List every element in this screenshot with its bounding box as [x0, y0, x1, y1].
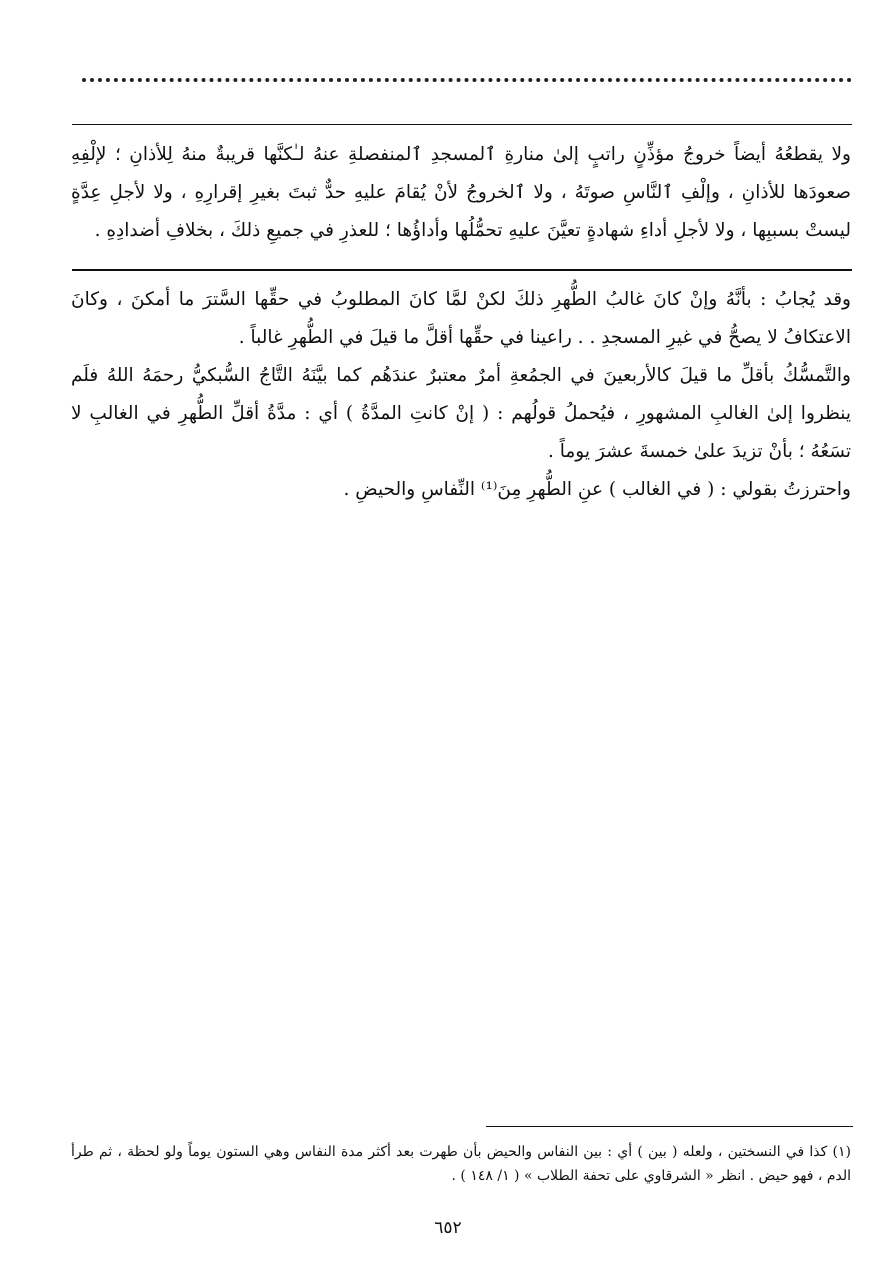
- section-rule: [72, 269, 852, 271]
- top-rule: [72, 124, 852, 125]
- footnote-rule: [486, 1126, 853, 1127]
- dotted-separator: [82, 78, 852, 92]
- main-paragraph-3: واحترزتُ بقولي : ( في الغالب ) عنِ الطُّهرِ مِنَ⁽¹⁾ النِّفاسِ والحيضِ .: [343, 479, 851, 500]
- footnote: [71, 1140, 851, 1188]
- page-number: ٦٥٢: [434, 1218, 462, 1238]
- main-paragraph-1: وقد يُجابُ : بأنَّهُ وإنْ كانَ غالبُ الطُّهرِ ذلكَ لكنْ لمَّا كانَ المطلوبُ في حقِّها السَّترَ ما أمكنَ ، وكانَ الاعتكافُ لا يصحُّ في غيرِ المسجدِ . . راعينا في حقِّها أقلَّ ما قيلَ في الطُّهرِ غالباً .: [71, 289, 851, 348]
- main-text-block: [71, 281, 851, 509]
- main-paragraph-2: والتَّمسُّكُ بأقلِّ ما قيلَ كالأربعينَ في الجمُعةِ أمرٌ معتبرٌ عندَهُم كما بيَّنَهُ التَّاجُ السُّبكيُّ رحمَهُ اللهُ فلَم ينظروا إلىٰ الغالبِ المشهورِ ، فيُحملُ قولُهم : ( إنْ كانتِ المدَّةُ ) أي : مدَّةُ أقلِّ الطُّهرِ في الغالبِ لا تسَعُهُ ؛ بأنْ تزيدَ علىٰ خمسةَ عشرَ يوماً .: [71, 365, 851, 462]
- upper-text-block: [71, 136, 851, 250]
- upper-paragraph: ولا يقطعُهُ أيضاً خروجُ مؤذِّنٍ راتبٍ إلىٰ منارةِ ٱلمسجدِ ٱلمنفصلةِ عنهُ لـٰكنَّها قريبةٌ منهُ لِلأذانِ ؛ لإلْفِهِ صعودَها للأذانِ ، وإلْفِ ٱلنَّاسِ صوتَهُ ، ولا ٱلخروجُ لأنْ يُقامَ عليهِ حدٌّ ثبتَ بغيرِ إقرارِهِ ، ولا لأجلِ عِدَّةٍ ليستْ بسببِها ، ولا لأجلِ أداءِ شهادةٍ تعيَّنَ عليهِ تحمُّلُها وأداؤُها ؛ للعذرِ في جميعِ ذلكَ ، بخلافِ أضدادِهِ .: [71, 144, 851, 241]
- footnote-text: (١) كذا في النسختين ، ولعله ( بين ) أي : بين النفاس والحيض بأن طهرت بعد أكثر مدة النفاس وهي الستون يوماً ولو لحظة ، ثم طرأ الدم ، فهو حيض . انظر « الشرقاوي على تحفة الطلاب » ( ١/ ١٤٨ ) .: [71, 1144, 851, 1184]
